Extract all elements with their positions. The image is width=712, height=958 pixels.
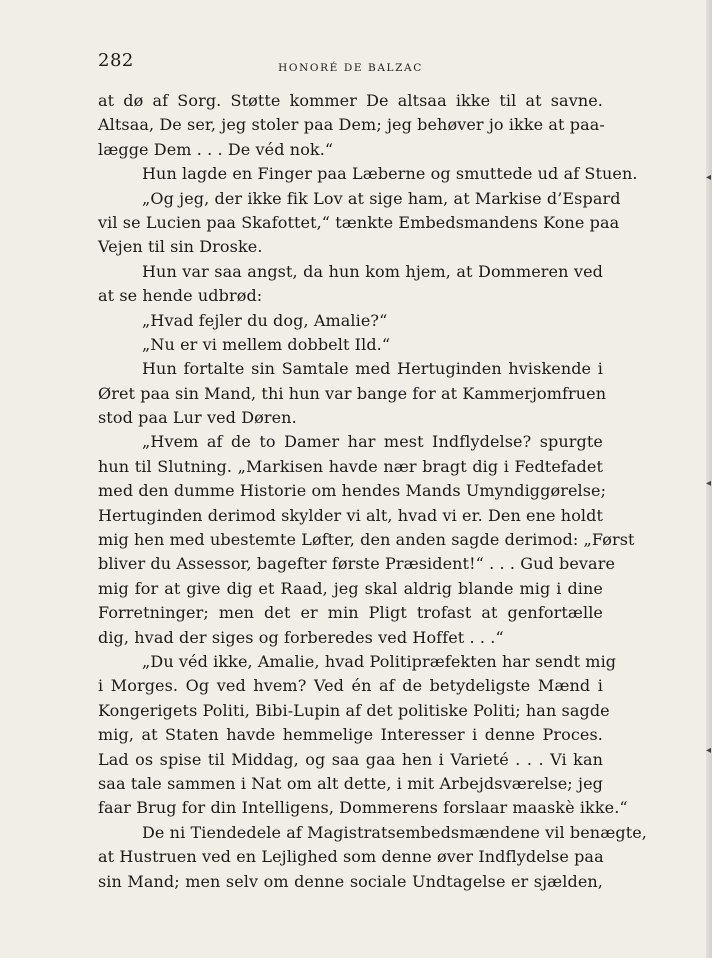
text-line: stod paa Lur ved Døren. (98, 408, 297, 428)
page-header (98, 50, 603, 76)
text-line: i Morges. Og ved hvem? Ved én af de betydeligste Mænd i (98, 676, 603, 696)
margin-mark: ◂ (706, 172, 712, 183)
text-line: „Hvad fejler du dog, Amalie?“ (142, 310, 388, 330)
text-line: Kongerigets Politi, Bibi-Lupin af det politiske Politi; han sagde (98, 700, 610, 720)
text-line: faar Brug for din Intelligens, Dommerens forslaar maaskè ikke.“ (98, 798, 628, 818)
text-line: Lad os spise til Middag, og saa gaa hen i Varieté . . . Vi kan (98, 749, 603, 769)
text-line: hun til Slutning. „Markisen havde nær bragt dig i Fedtefadet (98, 456, 603, 476)
running-head: HONORÉ DE BALZAC (278, 62, 423, 74)
text-line: vil se Lucien paa Skafottet,“ tænkte Embedsmandens Kone paa (98, 212, 620, 232)
text-line: Øret paa sin Mand, thi hun var bange for at Kammerjomfruen (98, 383, 607, 403)
text-line: lægge Dem . . . De véd nok.“ (98, 139, 334, 159)
text-line: „Hvem af de to Damer har mest Indflydelse? spurgte (142, 432, 603, 452)
text-line: mig for at give dig et Raad, jeg skal aldrig blande mig i dine (98, 578, 603, 598)
text-line: med den dumme Historie om hendes Mands Umyndiggørelse; (98, 481, 607, 501)
text-line: Hun fortalte sin Samtale med Hertuginden hviskende i (142, 359, 603, 379)
text-line: „Og jeg, der ikke fik Lov at sige ham, at Markise d’Espard (142, 188, 621, 208)
body-text (98, 89, 647, 894)
margin-mark: ◂ (706, 478, 712, 489)
text-line: Vejen til sin Droske. (98, 237, 263, 257)
text-line: mig hen med ubestemte Løfter, den anden sagde derimod: „Først (98, 530, 635, 550)
margin-mark: ◂ (706, 745, 712, 756)
text-line: Altsaa, De ser, jeg stoler paa Dem; jeg behøver jo ikke at paa- (98, 115, 605, 135)
text-line: Hun lagde en Finger paa Læberne og smuttede ud af Stuen. (142, 164, 638, 184)
text-line: „Nu er vi mellem dobbelt Ild.“ (142, 334, 391, 354)
text-line: Hertuginden derimod skylder vi alt, hvad vi er. Den ene holdt (98, 505, 604, 525)
text-line: at Hustruen ved en Lejlighed som denne øver Indflydelse paa (98, 847, 604, 867)
text-line: Hun var saa angst, da hun kom hjem, at Dommeren ved (142, 261, 603, 281)
text-line: Forretninger; men det er min Pligt trofast at genfortælle (98, 603, 603, 623)
text-line: „Du véd ikke, Amalie, hvad Politipræfekten har sendt mig (142, 651, 617, 671)
page-number: 282 (98, 50, 134, 71)
text-line: at se hende udbrød: (98, 286, 263, 306)
text-line: sin Mand; men selv om denne sociale Undtagelse er sjælden, (98, 871, 603, 891)
text-line: De ni Tiendedele af Magistratsembedsmændene vil benægte, (142, 822, 647, 842)
text-line: saa tale sammen i Nat om alt dette, i mit Arbejdsværelse; jeg (98, 773, 603, 793)
text-line: mig, at Staten havde hemmelige Interesser i denne Proces. (98, 725, 603, 745)
text-line: dig, hvad der siges og forberedes ved Hoffet . . .“ (98, 627, 504, 647)
text-line: bliver du Assessor, bagefter første Præsident!“ . . . Gud bevare (98, 554, 616, 574)
text-line: at dø af Sorg. Støtte kommer De altsaa ikke til at savne. (98, 91, 603, 110)
